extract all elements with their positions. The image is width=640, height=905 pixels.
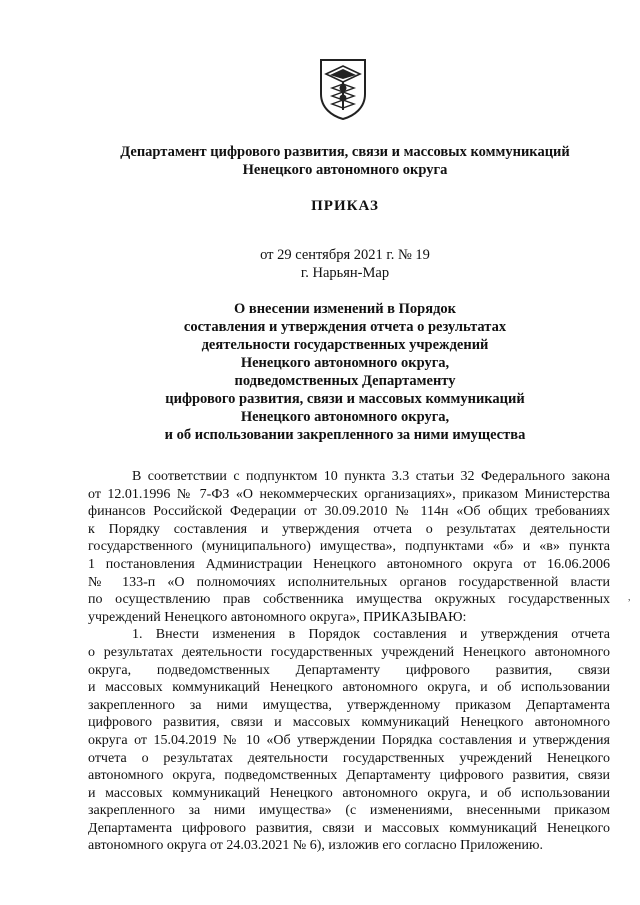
body-line: к Порядку составления и утверждения отчета о результатах деятельности bbox=[88, 521, 610, 537]
body-line: округа от 15.04.2019 № 10 «Об утверждении Порядка составления и утверждения bbox=[88, 732, 610, 748]
subject-line: составления и утверждения отчета о результатах bbox=[183, 319, 507, 335]
body-line: финансов Российской Федерации от 30.09.2010 № 114н «Об общих требованиях bbox=[88, 504, 610, 520]
body-line: и массовых коммуникаций Ненецкого автономного округа, и об использовании bbox=[88, 680, 610, 696]
body-line: № 133-п «О полномочиях исполнительных органов государственной власти bbox=[88, 574, 610, 590]
body-line: учреждений Ненецкого автономного округа», ПРИКАЗЫВАЮ: bbox=[88, 609, 467, 625]
place: г. Нарьян-Мар bbox=[300, 265, 390, 281]
department-line-2: Ненецкого автономного округа bbox=[242, 162, 448, 178]
subject-line: О внесении изменений в Порядок bbox=[233, 301, 457, 317]
body-line: автономного округа от 24.03.2021 № 6), изложив его согласно Приложению. bbox=[88, 838, 543, 854]
department-name bbox=[60, 143, 630, 179]
body-line: закрепленного за ними имущества, утвержденному приказом Департамента bbox=[88, 697, 610, 713]
subject-line: деятельности государственных учреждений bbox=[201, 337, 489, 353]
body-line: Департамента цифрового развития, связи и массовых коммуникаций Ненецкого bbox=[88, 820, 610, 836]
body-line: закрепленного за ними имущества» (с изменениями, внесенными приказом bbox=[88, 803, 610, 819]
body-line: 1. Внести изменения в Порядок составления и утверждения отчета bbox=[132, 627, 610, 643]
body-line: по осуществлению прав собственника имущества окружных государственных bbox=[88, 592, 610, 608]
body-line: и массовых коммуникаций Ненецкого автономного округа, и об использовании bbox=[88, 785, 610, 801]
subject-line: подведомственных Департаменту bbox=[234, 373, 456, 389]
date-and-place bbox=[60, 246, 630, 282]
body-line: автономного округа, подведомственных Департаменту цифрового развития, связи bbox=[88, 768, 610, 784]
body-line: отчета о результатах деятельности государственных учреждений Ненецкого bbox=[88, 750, 610, 766]
body-line: от 12.01.1996 № 7-ФЗ «О некоммерческих организациях», приказом Министерства bbox=[88, 486, 610, 502]
body-line: о результатах деятельности государственных учреждений Ненецкого автономного bbox=[88, 644, 610, 660]
body-line: цифрового развития, связи и массовых коммуникаций Ненецкого автономного bbox=[88, 715, 610, 731]
order-body-text bbox=[88, 468, 610, 855]
margin-mark: , bbox=[628, 592, 631, 603]
subject-line: Ненецкого автономного округа, bbox=[240, 355, 450, 371]
subject-line: Ненецкого автономного округа, bbox=[240, 409, 450, 425]
body-line: округа, подведомственных Департаменту цифрового развития, связи bbox=[88, 662, 610, 678]
subject-line: цифрового развития, связи и массовых коммуникаций bbox=[165, 391, 525, 407]
coat-of-arms-icon bbox=[318, 58, 368, 120]
body-line: государственного (муниципального) имущества», подпунктами «б» и «в» пункта bbox=[88, 539, 610, 555]
department-line-1: Департамент цифрового развития, связи и массовых коммуникаций bbox=[120, 144, 570, 160]
date-number: от 29 сентября 2021 г. № 19 bbox=[260, 247, 430, 263]
document-type-title: ПРИКАЗ bbox=[311, 198, 379, 214]
body-line: 1 постановления Администрации Ненецкого автономного округа от 16.06.2006 bbox=[88, 556, 610, 572]
body-line: В соответствии с подпунктом 10 пункта 3.3 статьи 32 Федерального закона bbox=[132, 469, 610, 484]
order-subject bbox=[60, 300, 630, 444]
subject-line: и об использовании закрепленного за ними имущества bbox=[164, 427, 526, 443]
